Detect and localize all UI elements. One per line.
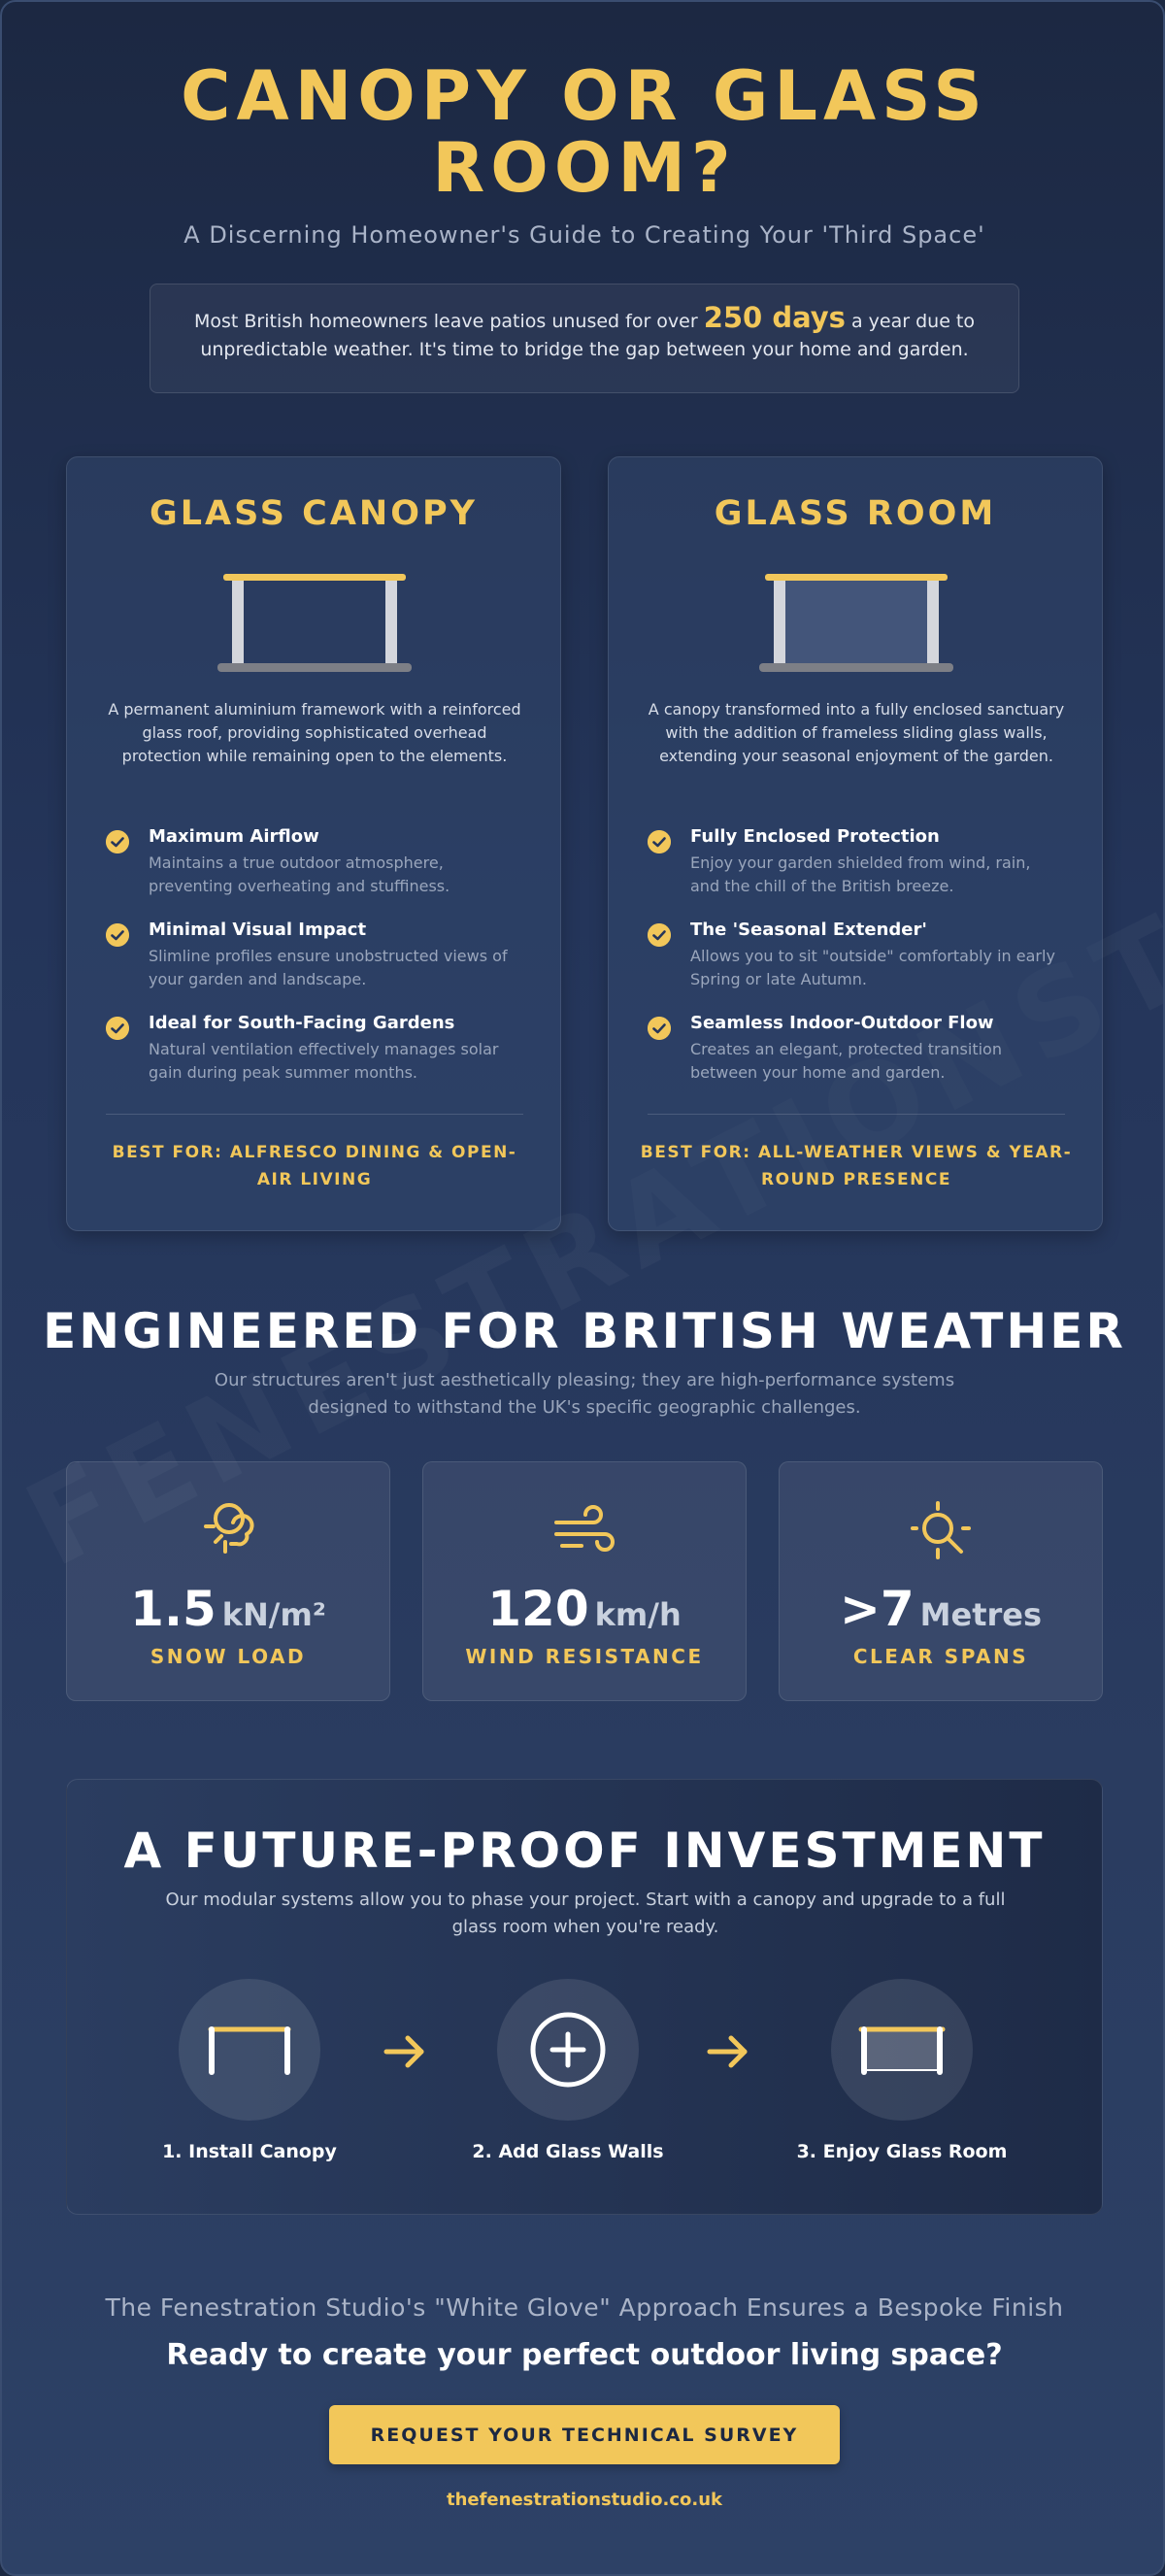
card-title: GLASS ROOM [714,494,997,533]
stat-label: WIND RESISTANCE [465,1645,704,1668]
title-line-2: ROOM? [432,128,737,208]
website-link[interactable]: thefenestrationstudio.co.uk [446,2490,723,2510]
intro-highlight: 250 days [703,301,846,334]
card-title: GLASS CANOPY [150,494,478,533]
add-icon [497,1979,639,2121]
check-icon [648,830,671,853]
glass-room-card [608,456,1103,1231]
stat-number: >7 [839,1581,915,1637]
footer-cta-text: Ready to create your perfect outdoor living space? [166,2338,1003,2372]
weather-section-title: ENGINEERED FOR BRITISH WEATHER [43,1303,1126,1359]
check-icon [106,830,129,853]
step-label: 3. Enjoy Glass Room [796,2141,1008,2162]
stat-value [780,1581,1102,1637]
feature-description: Creates an elegant, protected transition between your home and garden. [690,1040,1002,1082]
arrow-right-icon [381,2032,429,2071]
title-line-1: CANOPY OR GLASS [181,56,988,136]
stat-number: 120 [487,1581,589,1637]
weather-section-subtitle: Our structures aren't just aesthetically pleasing; they are high-performance systems designed to withstand the UK's specific geographic challenges. [214,1370,955,1418]
intro-text-before: Most British homeowners leave patios unused for over [193,311,704,332]
check-icon [648,1017,671,1040]
canopy-structure-icon [217,570,412,677]
step-1-circle [179,1979,320,2121]
feature-description: Maintains a true outdoor atmosphere, preventing overheating and stuffiness. [149,853,450,895]
step-label: 2. Add Glass Walls [472,2141,664,2162]
stat-unit: kN/m² [221,1596,326,1633]
step-3-circle [831,1979,973,2121]
wind-icon [547,1493,624,1571]
step-2-circle [497,1979,639,2121]
feature-title: Fully Enclosed Protection [690,826,940,847]
best-for-label: BEST FOR: ALFRESCO DINING & OPEN-AIR LIVING [112,1143,517,1189]
feature-title: Ideal for South-Facing Gardens [149,1013,455,1033]
stat-value [423,1581,746,1637]
check-icon [106,1017,129,1040]
check-icon [106,923,129,947]
feature-description: Slimline profiles ensure unobstructed views of your garden and landscape. [149,947,508,988]
arrow-right-icon [704,2032,752,2071]
card-description: A canopy transformed into a fully enclosed sanctuary with the addition of frameless sliding glass walls, extending your seasonal enjoyment of the garden. [648,700,1065,765]
stat-label: SNOW LOAD [150,1645,307,1668]
investment-panel [66,1779,1103,2215]
stat-card-wind-resistance [422,1461,747,1701]
feature-description: Allows you to sit "outside" comfortably in early Spring or late Autumn. [690,947,1055,988]
glass-canopy-card [66,456,561,1231]
investment-title: A FUTURE-PROOF INVESTMENT [123,1823,1046,1879]
card-divider [106,1114,523,1115]
page-subtitle: A Discerning Homeowner's Guide to Creating Your 'Third Space' [183,221,985,249]
intro-text-after: a year due to unpredictable weather. It's time to bridge the gap between your home and garden. [200,311,975,360]
card-description: A permanent aluminium framework with a reinforced glass roof, providing sophisticated overhead protection while remaining open to the elements. [108,700,521,765]
stat-unit: km/h [594,1596,682,1633]
snow-cloud-icon [190,1493,268,1571]
intro-box [150,284,1019,393]
canopy-icon [179,1979,320,2121]
feature-title: Minimal Visual Impact [149,920,367,940]
stat-number: 1.5 [130,1581,216,1637]
feature-title: The 'Seasonal Extender' [690,920,927,940]
stat-label: CLEAR SPANS [852,1645,1029,1668]
request-survey-button[interactable]: REQUEST YOUR TECHNICAL SURVEY [329,2405,840,2464]
feature-title: Maximum Airflow [149,826,319,847]
stat-value [67,1581,389,1637]
glass-room-icon [831,1979,973,2121]
sun-icon [903,1493,981,1571]
check-icon [648,923,671,947]
footer-tagline: The Fenestration Studio's "White Glove" Approach Ensures a Bespoke Finish [105,2293,1064,2322]
card-divider [648,1114,1065,1115]
feature-description: Natural ventilation effectively manages solar gain during peak summer months. [149,1040,499,1082]
investment-subtitle: Our modular systems allow you to phase your project. Start with a canopy and upgrade to a full glass room when you're ready. [165,1890,1006,1937]
stat-card-clear-spans [779,1461,1103,1701]
best-for-label: BEST FOR: ALL-WEATHER VIEWS & YEAR-ROUND PRESENCE [640,1143,1073,1189]
feature-title: Seamless Indoor-Outdoor Flow [690,1013,994,1033]
page-title [2,56,1165,208]
feature-description: Enjoy your garden shielded from wind, rain, and the chill of the British breeze. [690,853,1031,895]
stat-unit: Metres [919,1596,1043,1633]
glass-room-structure-icon [759,570,953,677]
step-label: 1. Install Canopy [162,2141,337,2162]
stat-card-snow-load [66,1461,390,1701]
